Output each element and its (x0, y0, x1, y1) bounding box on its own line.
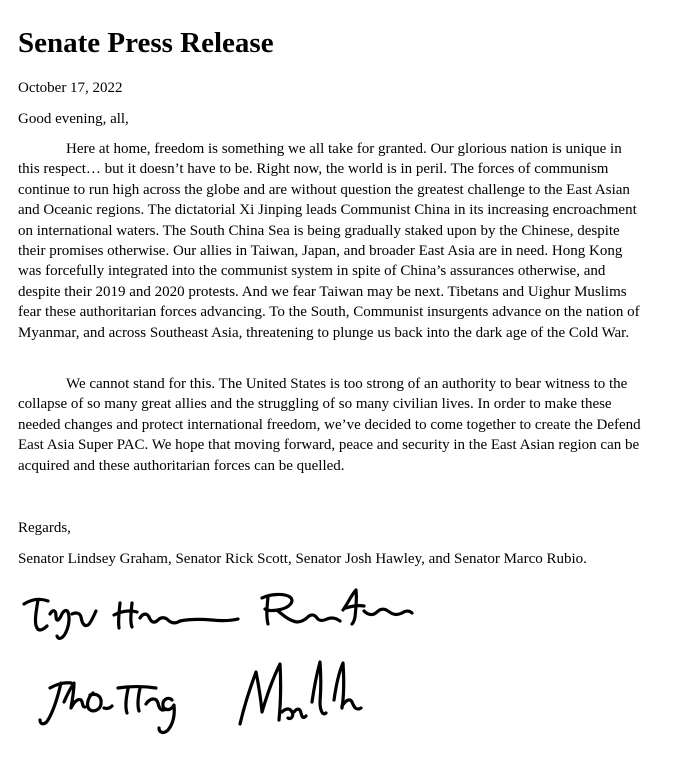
signature-josh-hawley (40, 683, 174, 733)
signatories-line: Senator Lindsey Graham, Senator Rick Scott, Senator Josh Hawley, and Senator Marco Rubio. (18, 551, 587, 567)
greeting: Good evening, all, (18, 111, 129, 127)
body-paragraph-2: We cannot stand for this. The United States is too strong of an authority to bear witness to the collapse of so many great allies and the struggling of so many civilian lives. In order to make these needed changes and protect international freedom, we’ve decided to come together to create the Defend East Asia Super PAC. We hope that moving forward, peace and security in the East Asian region can be acquired and these authoritarian forces can be quelled. (18, 376, 641, 474)
body-paragraph-1: Here at home, freedom is something we all take for granted. Our glorious nation is unique in this respect… but it doesn’t have to be. Right now, the world is in peril. The forces of communism continue to run high across the globe and are without question the greatest challenge to the East Asian and Oceanic regions. The dictatorial Xi Jinping leads Communist China in its increasing encroachment on international waters. The South China Sea is being gradually staked upon by the Chinese, despite their promises otherwise. Our allies in Taiwan, Japan, and broader East Asia are in need. Hong Kong was forcefully integrated into the communist system in spite of China’s assurances otherwise, and despite their 2019 and 2020 protests. And we fear Taiwan may be next. Tibetans and Uighur Muslims fear these authoritarian forces advancing. To the South, Communist insurgents advance on the nation of Myanmar, and across Southeast Asia, threatening to plunge us back into the dark age of the Cold War. (18, 141, 640, 341)
signature-lindsey-graham (24, 599, 238, 638)
signature-rick-scott (262, 590, 412, 624)
release-date: October 17, 2022 (18, 80, 123, 96)
signature-marco-rubio (240, 662, 361, 724)
page-title: Senate Press Release (18, 27, 274, 59)
closing: Regards, (18, 520, 71, 536)
